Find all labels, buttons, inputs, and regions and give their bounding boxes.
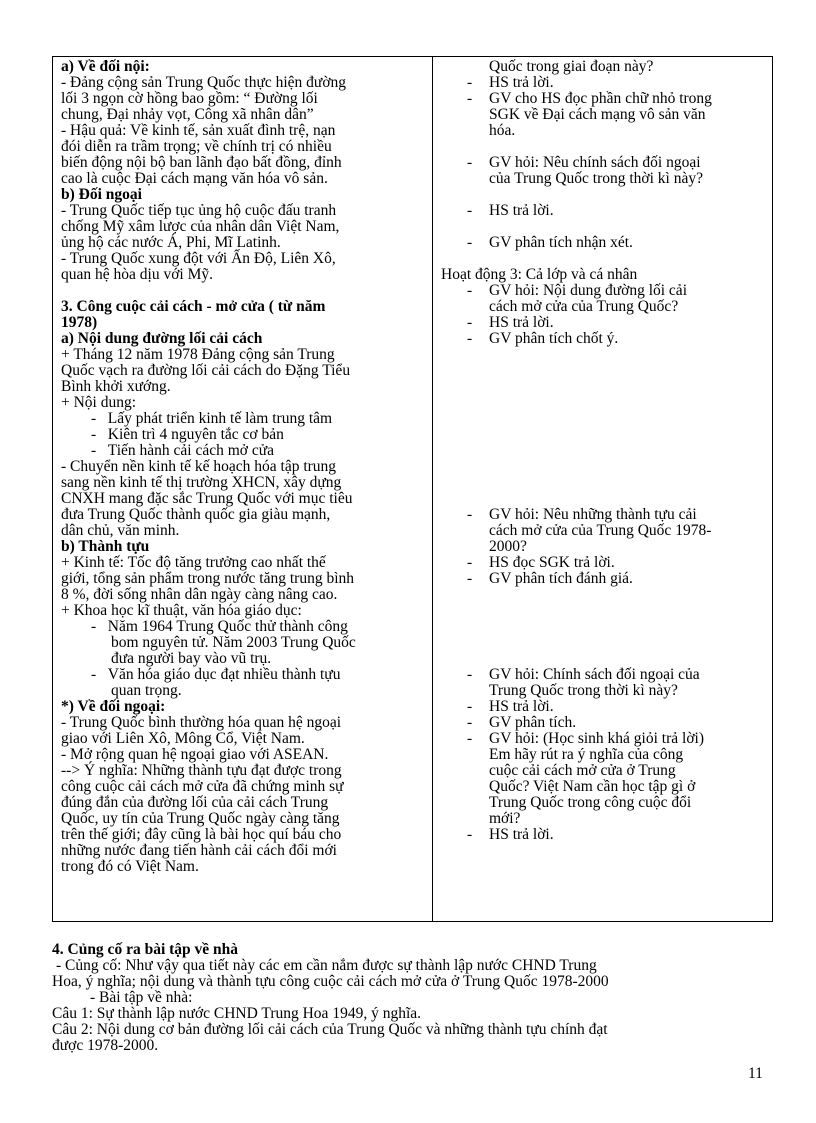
text-line: biến động nội bộ ban lãnh đạo bất đồng, đỉnh	[61, 154, 342, 171]
text-line: đúng đắn của đường lối của cải cách Trung	[61, 794, 329, 811]
text-line: Quốc vạch ra đường lối cải cách do Đặng Tiểu	[61, 362, 351, 379]
heading-section-3: 1978)	[61, 314, 98, 331]
text-line: chung, Đại nhảy vọt, Công xã nhân dân”	[61, 106, 314, 123]
text-line: giao với Liên Xô, Mông Cổ, Việt Nam.	[61, 730, 305, 747]
text-line: + Tháng 12 năm 1978 Đảng cộng sản Trung	[61, 346, 335, 363]
activity-item: - GV phân tích.	[467, 714, 577, 731]
text-line: giới, tổng sản phẩm trong nước tăng trung bình	[61, 570, 354, 587]
activity-item: - GV phân tích nhận xét.	[467, 234, 633, 251]
activity-cont: cuộc cải cách mở cửa ở Trung	[489, 762, 676, 779]
list-item-cont: quan trọng.	[111, 682, 182, 699]
list-item: - Lấy phát triển kinh tế làm trung tâm	[91, 410, 333, 427]
activity-cont: 2000?	[489, 538, 527, 555]
text-line: - Chuyển nền kinh tế kế hoạch hóa tập trung	[61, 458, 337, 475]
activity-cont: Quốc? Việt Nam cần học tập gì ở	[489, 778, 696, 795]
heading-doi-noi: a) Về đối nội:	[61, 58, 150, 75]
heading-thanh-tuu: b) Thành tựu	[61, 538, 150, 555]
text-line: sang nền kinh tế thị trường XHCN, xây dựng	[61, 474, 342, 491]
activity-cont: của Trung Quốc trong thời kì này?	[489, 170, 703, 187]
text-line: + Kinh tế: Tốc độ tăng trưởng cao nhất thế	[61, 554, 326, 571]
page-number: 11	[748, 1065, 763, 1082]
text-line: - Trung Quốc xung đột với Ấn Độ, Liên Xô,	[61, 250, 336, 267]
list-item: - Năm 1964 Trung Quốc thử thành công	[91, 618, 348, 635]
summary-line: Hoa, ý nghĩa; nội dung và thành tựu công cuộc cải cách mở cửa ở Trung Quốc 1978-2000	[52, 973, 609, 990]
activity-item: - GV hỏi: Nêu chính sách đối ngoại	[467, 154, 701, 171]
summary-line: - Bài tập về nhà:	[90, 989, 193, 1006]
activity-item: - GV hỏi: Nội dung đường lối cải	[467, 282, 687, 299]
text-line: Bình khởi xướng.	[61, 378, 171, 395]
activity-item: - GV hỏi: (Học sinh khá giỏi trả lời)	[467, 730, 704, 747]
summary-line: - Củng cố: Như vậy qua tiết này các em cần nắm được sự thành lập nước CHND Trung	[56, 957, 597, 974]
activity-cont: hóa.	[489, 122, 516, 139]
list-item-cont: bom nguyên tử. Năm 2003 Trung Quốc	[111, 634, 356, 651]
activity-item: - GV phân tích chốt ý.	[467, 330, 619, 347]
activity-item: - HS trả lời.	[467, 74, 554, 91]
text-line: 8 %, đời sống nhân dân ngày càng nâng cao.	[61, 586, 338, 603]
activity-item: - HS đọc SGK trả lời.	[467, 554, 615, 571]
summary-line: được 1978-2000.	[52, 1037, 159, 1054]
activity-item: - GV cho HS đọc phần chữ nhỏ trong	[467, 90, 712, 107]
activity-item: - HS trả lời.	[467, 202, 554, 219]
activity-cont: mới?	[489, 810, 521, 827]
text-line: - Trung Quốc bình thường hóa quan hệ ngoại	[61, 714, 342, 731]
activity-item: - GV hỏi: Nêu những thành tựu cải	[467, 506, 697, 523]
list-item: - Văn hóa giáo dục đạt nhiều thành tựu	[91, 666, 341, 683]
list-item: - Kiên trì 4 nguyên tắc cơ bản	[91, 426, 284, 443]
text-line: những nước đang tiến hành cải cách đổi mới	[61, 842, 337, 859]
activity-item: - GV phân tích đánh giá.	[467, 570, 633, 587]
activity-cont: Trung Quốc trong thời kì này?	[489, 682, 678, 699]
content-column	[53, 57, 433, 921]
text-line: quan hệ hòa dịu với Mỹ.	[61, 266, 213, 283]
heading-section-3: 3. Công cuộc cải cách - mở cửa ( từ năm	[61, 298, 326, 315]
list-item-cont: đưa người bay vào vũ trụ.	[111, 650, 272, 667]
summary-heading: 4. Củng cố ra bài tập về nhà	[52, 941, 239, 958]
activity-heading: Hoạt động 3: Cả lớp và cá nhân	[441, 266, 638, 283]
heading-ve-doi-ngoai: *) Về đối ngoại:	[61, 698, 166, 715]
summary-line: Câu 2: Nội dung cơ bản đường lối cải cách của Trung Quốc và những thành tựu chính đạt	[52, 1021, 608, 1038]
activity-cont: Em hãy rút ra ý nghĩa của công	[489, 746, 684, 763]
text-line: ủng hộ các nước Á, Phi, Mĩ Latinh.	[61, 234, 281, 251]
heading-noi-dung: a) Nội dung đường lối cải cách	[61, 330, 263, 347]
lesson-table	[52, 56, 773, 922]
list-item: - Tiến hành cải cách mở cửa	[91, 442, 275, 459]
text-line: + Khoa học kĩ thuật, văn hóa giáo dục:	[61, 602, 302, 619]
text-line: lối 3 ngọn cờ hồng bao gồm: “ Đường lối	[61, 90, 318, 107]
text-line: + Nội dung:	[61, 394, 137, 411]
text-line: đưa Trung Quốc thành quốc gia giàu mạnh,	[61, 506, 331, 523]
activity-cont: Trung Quốc trong công cuộc đổi	[489, 794, 692, 811]
text-line: - Đảng cộng sản Trung Quốc thực hiện đường	[61, 74, 347, 91]
text-line: - Hậu quả: Về kinh tế, sản xuất đình trệ, nạn	[61, 122, 336, 139]
text-line: đói diễn ra trầm trọng; về chính trị có nhiều	[61, 138, 332, 155]
activity-item: - HS trả lời.	[467, 314, 554, 331]
summary-line: Câu 1: Sự thành lập nước CHND Trung Hoa 1949, ý nghĩa.	[52, 1005, 422, 1022]
text-line: CNXH mang đặc sắc Trung Quốc với mục tiêu	[61, 490, 353, 507]
text-line: chống Mỹ xâm lược của nhân dân Việt Nam,	[61, 218, 340, 235]
text-line: cao là cuộc Đại cách mạng văn hóa vô sản.	[61, 170, 328, 187]
text-line: --> Ý nghĩa: Những thành tựu đạt được trong	[61, 762, 342, 779]
text-line: - Trung Quốc tiếp tục ủng hộ cuộc đấu tranh	[61, 202, 337, 219]
text-line: Quốc, uy tín của Trung Quốc ngày càng tăng	[61, 810, 340, 827]
activity-cont: SGK về Đại cách mạng vô sản văn	[489, 106, 706, 123]
activity-item: - HS trả lời.	[467, 826, 554, 843]
text-line: trên thế giới; đây cũng là bài học quí báu cho	[61, 826, 342, 843]
text-line: trong đó có Việt Nam.	[61, 858, 199, 875]
summary-section	[52, 942, 773, 1054]
heading-doi-ngoai: b) Đối ngoại	[61, 186, 142, 203]
activity-column	[433, 57, 772, 921]
activity-cont: Quốc trong giai đoạn này?	[489, 58, 654, 75]
text-line: công cuộc cải cách mở cửa đã chứng minh sự	[61, 778, 344, 795]
text-line: dân chủ, văn minh.	[61, 522, 180, 539]
activity-item: - HS trả lời.	[467, 698, 554, 715]
activity-item: - GV hỏi: Chính sách đối ngoại của	[467, 666, 700, 683]
text-line: - Mở rộng quan hệ ngoại giao với ASEAN.	[61, 746, 329, 763]
activity-cont: cách mở cửa của Trung Quốc?	[489, 298, 679, 315]
activity-cont: cách mở cửa của Trung Quốc 1978-	[489, 522, 712, 539]
